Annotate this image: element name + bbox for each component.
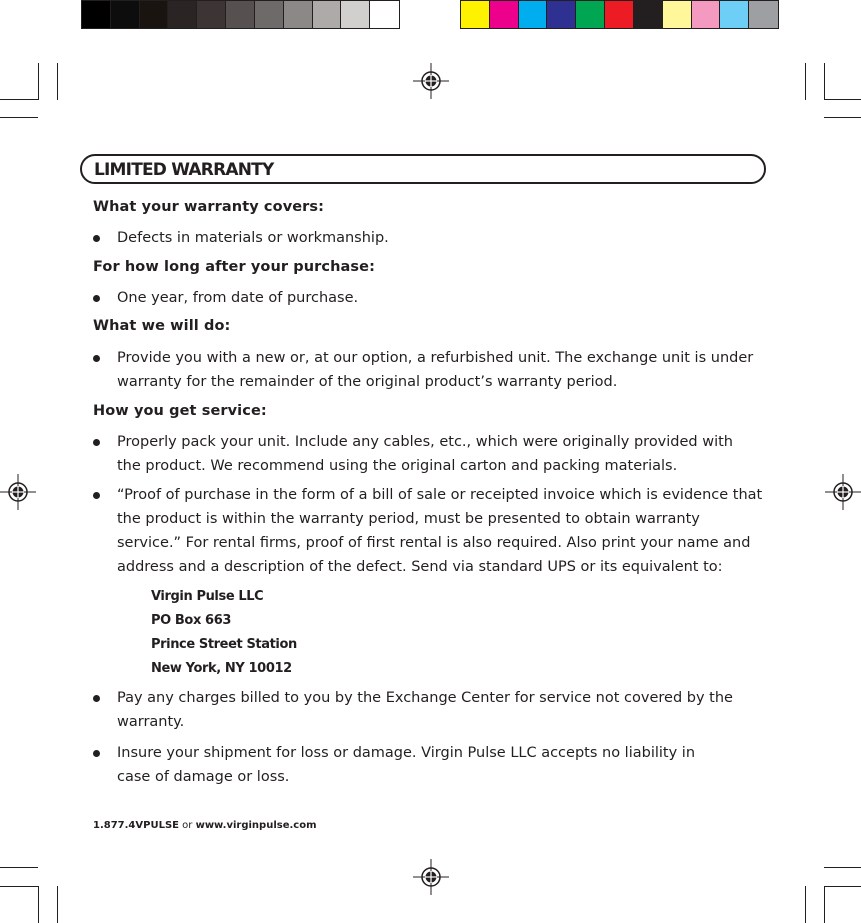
list-item (93, 346, 761, 394)
list-item-text: Provide you with a new or, at our option, a refurbished unit. The exchange unit is under warranty for the remainder of the original product’s warranty period. (117, 350, 754, 390)
color-swatch (547, 1, 576, 28)
color-swatch (605, 1, 634, 28)
color-swatch (284, 1, 313, 28)
bullet-icon (93, 355, 100, 362)
section-header-band (80, 154, 766, 184)
registration-mark-icon (413, 859, 449, 895)
crop-mark (824, 63, 825, 100)
address-line: New York, NY 10012 (151, 661, 292, 676)
crop-mark (824, 117, 861, 118)
color-swatch (663, 1, 692, 28)
crop-mark (57, 886, 58, 923)
list-item-text: Pay any charges billed to you by the Exchange Center for service not covered by the warranty. (117, 690, 733, 730)
list-item-text: “Proof of purchase in the form of a bill of sale or receipted invoice which is evidence that the product is within the warranty period, must be presented to obtain warranty service.” For rental firms, proof of first rental is also required. Also print your name and address and a description of the defect. Send via standard UPS or its equivalent to: (117, 487, 763, 575)
crop-mark (57, 63, 58, 100)
crop-mark (0, 117, 38, 118)
crop-mark (38, 63, 39, 100)
list-item (93, 430, 761, 478)
crop-mark (0, 867, 38, 868)
color-swatch (519, 1, 548, 28)
crop-mark (38, 886, 39, 923)
crop-mark (824, 886, 825, 923)
registration-mark-icon (413, 63, 449, 99)
footer-contact (93, 820, 317, 831)
color-swatch (168, 1, 197, 28)
registration-mark-icon (0, 474, 36, 510)
list-item (93, 483, 765, 579)
color-swatch (255, 1, 284, 28)
list-item-text: Properly pack your unit. Include any cables, etc., which were originally provided with the product. We recommend using the original carton and packing materials. (117, 434, 733, 474)
color-swatch (140, 1, 169, 28)
crop-mark (0, 886, 38, 887)
list-item (93, 741, 713, 789)
footer-phone: 1.877.4VPULSE (93, 820, 179, 831)
color-swatch (197, 1, 226, 28)
duration-heading: For how long after your purchase: (93, 259, 375, 275)
color-swatch (111, 1, 140, 28)
color-swatch (576, 1, 605, 28)
footer-url: www.virginpulse.com (195, 820, 317, 831)
bullet-icon (93, 492, 100, 499)
bullet-icon (93, 235, 100, 242)
crop-mark (805, 886, 806, 923)
crop-mark (805, 63, 806, 100)
color-swatch (370, 1, 399, 28)
color-swatch (692, 1, 721, 28)
bullet-icon (93, 695, 100, 702)
color-swatch (490, 1, 519, 28)
color-swatch (461, 1, 490, 28)
crop-mark (824, 886, 861, 887)
remedy-heading: What we will do: (93, 318, 231, 334)
bullet-icon (93, 295, 100, 302)
list-item (93, 286, 773, 310)
registration-mark-icon (825, 474, 861, 510)
list-item-text: Defects in materials or workmanship. (117, 230, 389, 246)
address-line: PO Box 663 (151, 613, 231, 628)
process-color-bar (460, 0, 779, 29)
address-line: Virgin Pulse LLC (151, 589, 264, 604)
crop-mark (824, 867, 861, 868)
list-item-text: Insure your shipment for loss or damage. Virgin Pulse LLC accepts no liability in case of damage or loss. (117, 745, 696, 785)
address-line: Prince Street Station (151, 637, 297, 652)
color-swatch (226, 1, 255, 28)
color-swatch (82, 1, 111, 28)
color-swatch (749, 1, 778, 28)
page-title: LIMITED WARRANTY (94, 160, 274, 180)
list-item (93, 226, 773, 250)
grayscale-color-bar (81, 0, 400, 29)
crop-mark (824, 99, 861, 100)
color-swatch (720, 1, 749, 28)
footer-or: or (178, 820, 196, 831)
bullet-icon (93, 750, 100, 757)
crop-mark (0, 99, 38, 100)
bullet-icon (93, 439, 100, 446)
covers-heading: What your warranty covers: (93, 199, 325, 215)
color-swatch (341, 1, 370, 28)
list-item-text: One year, from date of purchase. (117, 290, 359, 306)
service-heading: How you get service: (93, 403, 267, 419)
list-item (93, 686, 753, 734)
color-swatch (634, 1, 663, 28)
color-swatch (313, 1, 342, 28)
